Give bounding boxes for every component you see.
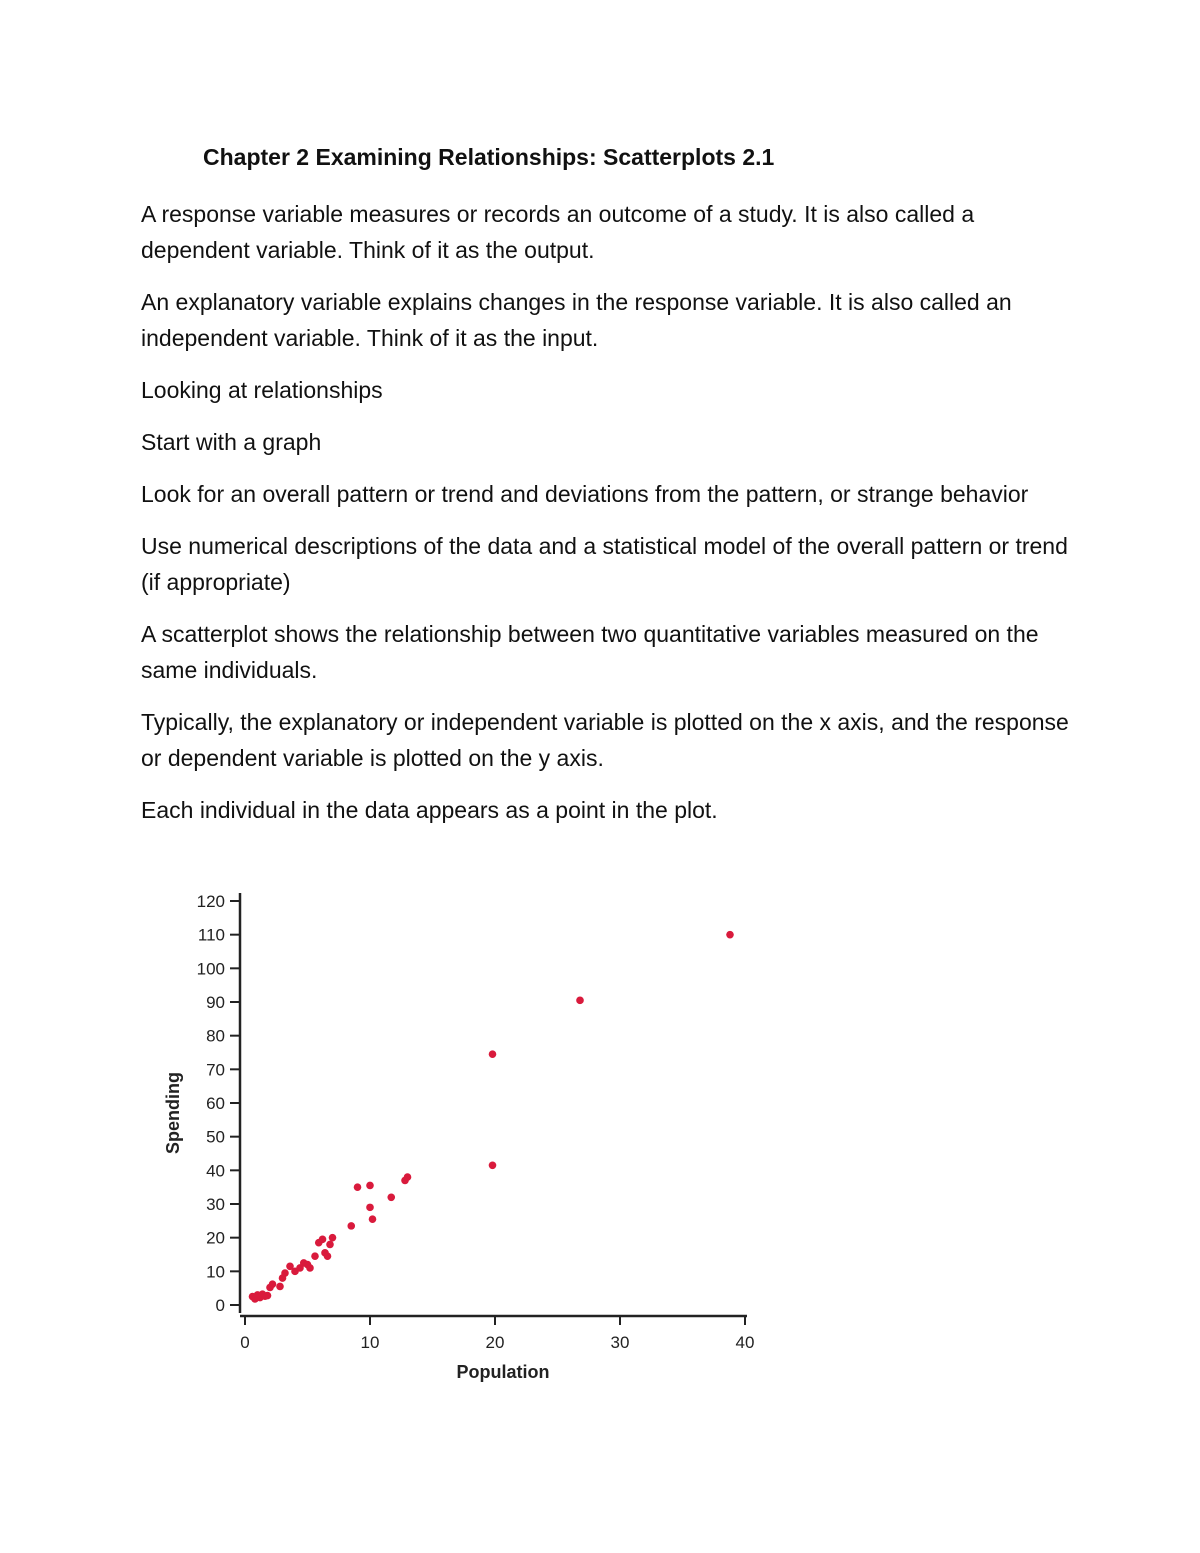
data-point (324, 1252, 332, 1260)
paragraph-numerical-descriptions: Use numerical descriptions of the data and a statistical model of the overall pattern or trend (if appropriate) (141, 533, 1068, 595)
data-point (489, 1161, 497, 1169)
y-tick-label: 50 (206, 1127, 225, 1147)
y-tick-label: 30 (206, 1195, 225, 1214)
y-tick-label: 10 (206, 1262, 225, 1282)
scatterplot-chart (155, 880, 775, 1400)
data-point (319, 1236, 327, 1244)
data-point (387, 1193, 395, 1201)
data-point (276, 1283, 284, 1291)
paragraph-explanatory-variable: An explanatory variable explains changes in the response variable. It is also called an independent variable. Think of it as the input. (141, 289, 1012, 351)
y-tick-label: 100 (196, 959, 225, 979)
y-tick-label: 40 (206, 1161, 225, 1181)
data-point (366, 1204, 374, 1212)
scatterplot-figure (155, 880, 775, 1400)
data-point (489, 1050, 497, 1058)
data-point (576, 997, 584, 1005)
paragraph-start-with-graph: Start with a graph (141, 429, 322, 455)
paragraph-each-individual: Each individual in the data appears as a point in the plot. (141, 797, 718, 823)
y-tick-label: 60 (206, 1094, 225, 1113)
data-points (249, 931, 734, 1303)
paragraph-scatterplot-definition: A scatterplot shows the relationship between two quantitative variables measured on the same individuals. (141, 621, 1039, 683)
page-title: Chapter 2 Examining Relationships: Scatterplots 2.1 (203, 144, 775, 170)
x-axis (240, 1316, 754, 1352)
x-tick-label: 0 (240, 1333, 250, 1352)
y-tick-label: 70 (206, 1060, 225, 1080)
y-axis-title: Spending (163, 1072, 183, 1154)
x-tick-label: 20 (485, 1333, 505, 1352)
y-tick-label: 20 (206, 1228, 225, 1248)
body-text (141, 196, 1071, 844)
y-tick-label: 0 (215, 1296, 225, 1315)
y-tick-label: 110 (197, 925, 225, 945)
data-point (369, 1215, 377, 1223)
x-tick-label: 30 (610, 1333, 630, 1352)
data-point (347, 1222, 355, 1230)
data-point (269, 1280, 277, 1288)
data-point (329, 1234, 337, 1242)
data-point (306, 1264, 314, 1272)
y-axis (197, 892, 240, 1315)
y-tick-label: 120 (196, 892, 225, 911)
paragraph-looking-at-relationships: Looking at relationships (141, 377, 383, 403)
paragraph-response-variable: A response variable measures or records an outcome of a study. It is also called a dependent variable. Think of it as the output. (141, 201, 975, 263)
data-point (264, 1292, 272, 1300)
data-point (281, 1269, 289, 1277)
data-point (354, 1183, 362, 1191)
x-tick-label: 10 (360, 1333, 380, 1352)
data-point (326, 1241, 334, 1249)
data-point (366, 1182, 374, 1190)
paragraph-axis-assignment: Typically, the explanatory or independent variable is plotted on the x axis, and the response or dependent variable is plotted on the y axis. (141, 709, 1069, 771)
data-point (404, 1173, 412, 1181)
x-tick-label: 40 (735, 1333, 755, 1352)
x-axis-title: Population (456, 1362, 550, 1382)
y-tick-label: 90 (206, 993, 225, 1012)
data-point (726, 931, 734, 939)
paragraph-overall-pattern: Look for an overall pattern or trend and deviations from the pattern, or strange behavior (141, 481, 1029, 507)
y-tick-label: 80 (206, 1026, 225, 1046)
data-point (311, 1252, 319, 1260)
